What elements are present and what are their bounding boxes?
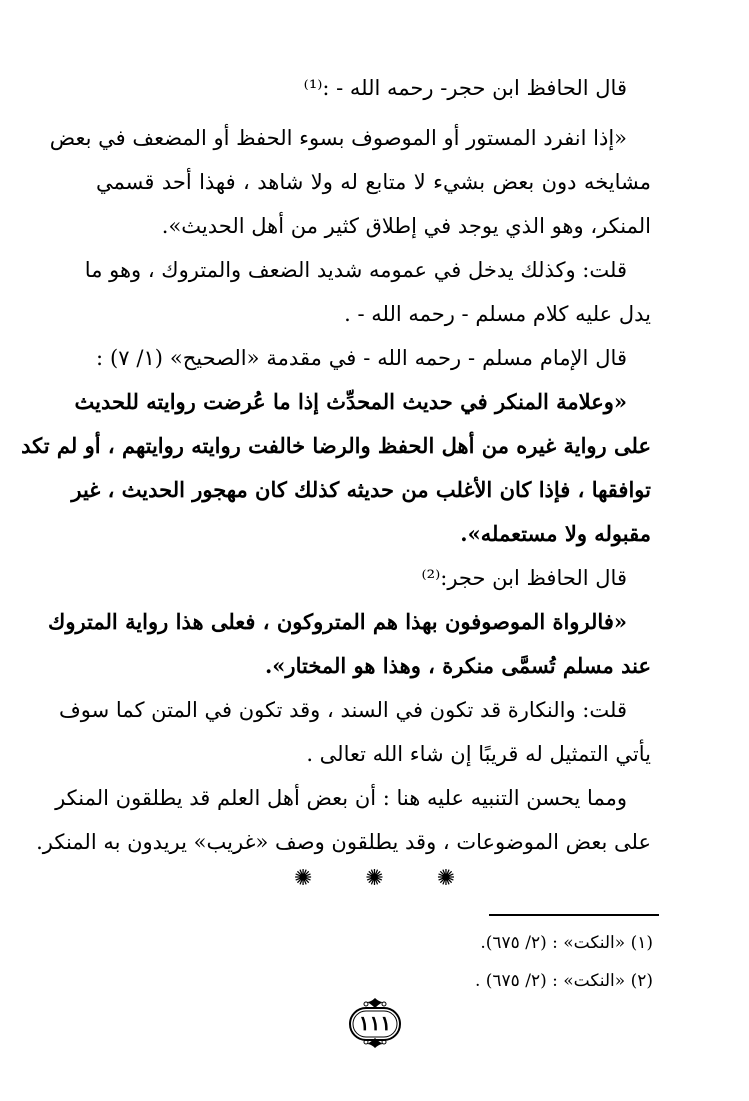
text-line-3: مشايخه دون بعض بشيء لا متابع له ولا شاهد ، فهذا أحد قسمي bbox=[96, 170, 651, 194]
text-line-11: ومما يحسن التنبيه عليه هنا : أن بعض أهل العلم قد يطلقون المنكر bbox=[55, 786, 627, 810]
section-separator bbox=[0, 866, 749, 891]
footnote-1: (١) «النكت» : (٢/ ٦٧٥). bbox=[480, 933, 653, 953]
text-line-6: يدل عليه كلام مسلم - رحمه الله - . bbox=[344, 302, 651, 326]
footnotes bbox=[253, 924, 653, 1000]
quote-line-4: مقبوله ولا مستعمله». bbox=[460, 521, 651, 546]
text-line-4: المنكر، وهو الذي يوجد في إطلاق كثير من أهل الحديث». bbox=[161, 214, 651, 238]
quote-line-1: «وعلامة المنكر في حديث المحدِّث إذا ما عُرضت روايته للحديث bbox=[74, 389, 627, 414]
star-ornament-icon: ✺ bbox=[293, 866, 313, 891]
footnote-2: (٢) «النكت» : (٢/ ٦٧٥) . bbox=[474, 971, 653, 991]
text-line-10: يأتي التمثيل له قريبًا إن شاء الله تعالى . bbox=[306, 742, 651, 766]
text-line-1: قال الحافظ ابن حجر- رحمه الله - :⁽¹⁾ bbox=[303, 76, 627, 100]
quote-line-2: على رواية غيره من أهل الحفظ والرضا خالفت روايته روايتهم ، أو لم تكد bbox=[21, 433, 651, 458]
quote-line-6: عند مسلم تُسمَّى منكرة ، وهذا هو المختار». bbox=[265, 653, 651, 678]
quote-line-5: «فالرواة الموصوفون بهذا هم المتروكون ، فعلى هذا رواية المتروك bbox=[48, 609, 627, 634]
text-line-7: قال الإمام مسلم - رحمه الله - في مقدمة «الصحيح» (١/ ٧) : bbox=[96, 346, 627, 370]
text-line-2: «إذا انفرد المستور أو الموصوف بسوء الحفظ أو المضعف في بعض bbox=[49, 126, 627, 150]
text-line-12: على بعض الموضوعات ، وقد يطلقون وصف «غريب» يريدون به المنكر. bbox=[36, 830, 651, 854]
page-number-ornament bbox=[342, 996, 408, 1050]
main-text bbox=[21, 66, 651, 864]
text-line-9: قلت: والنكارة قد تكون في السند ، وقد تكون في المتن كما سوف bbox=[59, 698, 627, 722]
quote-line-3: توافقها ، فإذا كان الأغلب من حديثه كذلك كان مهجور الحديث ، غير bbox=[71, 477, 651, 502]
page-number: ١١١ bbox=[358, 1011, 392, 1035]
star-ornament-icon: ✺ bbox=[436, 866, 456, 891]
text-line-8: قال الحافظ ابن حجر:⁽²⁾ bbox=[421, 566, 627, 590]
footnote-divider bbox=[489, 914, 659, 916]
star-ornament-icon: ✺ bbox=[365, 866, 384, 891]
text-line-5: قلت: وكذلك يدخل في عمومه شديد الضعف والمتروك ، وهو ما bbox=[84, 258, 627, 282]
